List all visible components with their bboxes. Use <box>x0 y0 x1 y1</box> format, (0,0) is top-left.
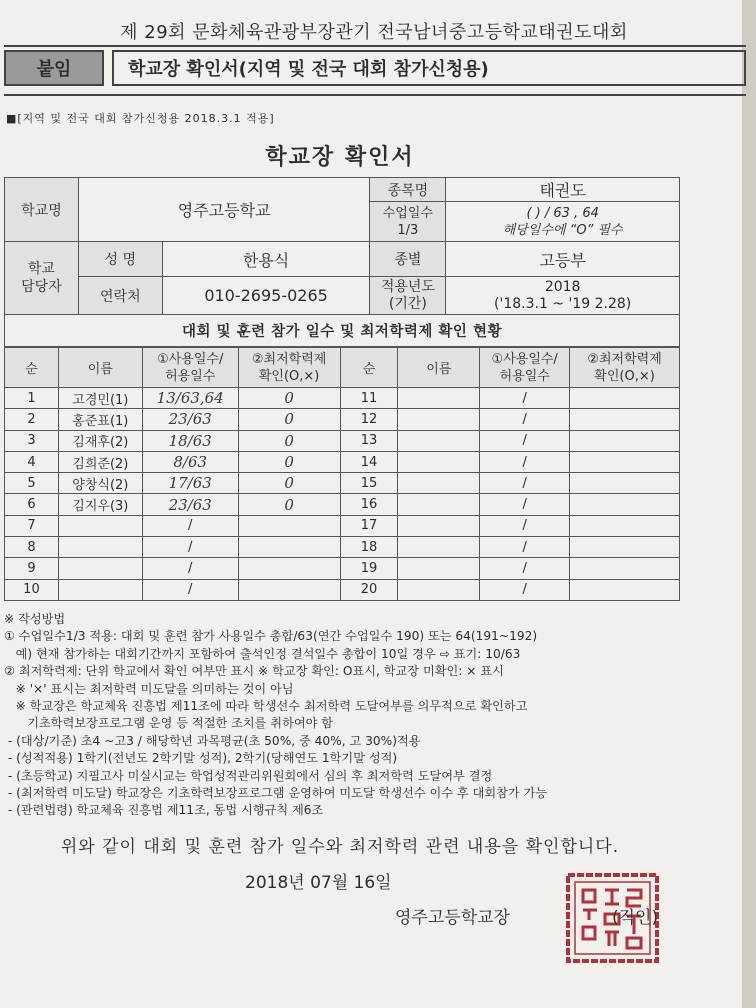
row-check <box>570 473 680 494</box>
row-days: / <box>480 430 570 451</box>
row-no: 19 <box>340 558 398 579</box>
table-row <box>5 409 680 430</box>
division-value: 고등부 <box>446 242 680 277</box>
event-label: 종목명 <box>370 178 446 202</box>
instruction-line: 예) 현재 참가하는 대회기간까지 포함하여 출석인정 결석일수 총합이 10일 경우 ⇨ 표기: 10/63 <box>4 646 521 661</box>
col-days-left <box>142 348 238 388</box>
row-no: 4 <box>5 451 59 472</box>
days-value <box>446 202 680 242</box>
instruction-line: - (최저학력 미도달) 학교장은 기초학력보장프로그램 운영하여 미도달 학생선수 이수 후 대회참가 가능 <box>4 786 548 801</box>
section-title: 대회 및 훈련 참가 일수 및 최저학력제 확인 현황 <box>5 315 680 347</box>
attachment-tag: 붙임 <box>4 50 104 86</box>
col-days-line1: ①사용일수/ <box>157 351 224 367</box>
col-days-line2: 허용일수 <box>499 368 550 384</box>
row-days: / <box>480 388 570 409</box>
row-name: 고경민(1) <box>58 388 142 409</box>
row-name <box>398 409 480 430</box>
days-label-line2: 1/3 <box>397 222 419 238</box>
instruction-line: ② 최저학력제: 단위 학교에서 확인 여부만 표시 ※ 학교장 확인: O표시, 학교장 미확인: × 표시 <box>4 664 504 679</box>
row-check: 0 <box>238 430 340 451</box>
confirmation-statement: 위와 같이 대회 및 훈련 참가 일수와 최저학력 관련 내용을 확인합니다. <box>60 837 620 857</box>
row-no: 7 <box>5 515 59 536</box>
row-no: 14 <box>340 451 398 472</box>
row-name: 홍준표(1) <box>58 409 142 430</box>
col-check-line2: 확인(O,×) <box>258 368 320 384</box>
table-row <box>5 494 680 515</box>
instruction-line: - (성적적용) 1학기(전년도 2학기말 성적), 2학기(당해연도 1학기말 성적) <box>4 751 398 766</box>
table-row <box>5 473 680 494</box>
row-no: 10 <box>5 579 59 600</box>
contact-label: 연락처 <box>78 277 162 315</box>
row-check <box>238 537 340 558</box>
row-no: 8 <box>5 537 59 558</box>
row-check <box>570 451 680 472</box>
row-no: 3 <box>5 430 59 451</box>
event-value: 태권도 <box>446 178 680 202</box>
instruction-line: - (초등학교) 지필고사 미실시교는 학업성적관리위원회에서 심의 후 최저학력 도달여부 결정 <box>4 768 493 783</box>
days-value-line1: ( ) / 63 , 64 <box>526 205 599 221</box>
row-check <box>570 494 680 515</box>
days-value-line2: 해당일수에 “O” 필수 <box>502 222 623 238</box>
row-no: 17 <box>340 515 398 536</box>
row-days: 23/63 <box>142 494 238 515</box>
row-days: 8/63 <box>142 451 238 472</box>
col-check-line1: ②최저학력제 <box>587 351 662 367</box>
row-name: 김재후(2) <box>58 430 142 451</box>
days-label <box>370 202 446 242</box>
table-row <box>5 537 680 558</box>
participation-table <box>4 347 680 601</box>
row-no: 2 <box>5 409 59 430</box>
year-label <box>370 277 446 315</box>
row-name <box>398 473 480 494</box>
contact-value: 010-2695-0265 <box>162 277 370 315</box>
row-days: / <box>480 558 570 579</box>
row-no: 6 <box>5 494 59 515</box>
year-label-line1: 적용년도 <box>380 278 435 295</box>
row-no: 12 <box>340 409 398 430</box>
row-days: / <box>480 579 570 600</box>
school-label: 학교명 <box>5 178 79 242</box>
row-name: 김지우(3) <box>58 494 142 515</box>
col-check-line2: 확인(O,×) <box>594 368 655 384</box>
row-name <box>58 558 142 579</box>
teacher-label-line2: 담당자 <box>21 279 62 295</box>
instruction-line: - (대상/기준) 초4 ~고3 / 해당학년 과목평균(초 50%, 중 40%, 고 30%)적용 <box>4 733 421 748</box>
table-row <box>5 430 680 451</box>
row-check <box>570 579 680 600</box>
applicable-note: ■[지역 및 전국 대회 참가신청용 2018.3.1 적용] <box>6 112 275 125</box>
row-name <box>58 537 142 558</box>
row-name <box>398 579 480 600</box>
row-no: 15 <box>340 473 398 494</box>
col-no-left: 순 <box>5 348 59 388</box>
col-no-right: 순 <box>340 348 398 388</box>
row-check <box>570 388 680 409</box>
division-label: 종별 <box>370 242 446 277</box>
row-check <box>570 515 680 536</box>
instruction-line: ① 수업일수1/3 적용: 대회 및 훈련 참가 사용일수 총합/63(연간 수업일수 190) 또는 64(191~192) <box>4 629 538 644</box>
row-check: 0 <box>238 451 340 472</box>
seal-label: (직인) <box>612 908 659 928</box>
instruction-line: - (관련법령) 학교체육 진흥법 제11조, 동법 시행규칙 제6조 <box>4 803 324 818</box>
row-days: / <box>142 537 238 558</box>
teacher-label <box>5 242 79 315</box>
row-check: 0 <box>238 388 340 409</box>
col-check-left <box>238 348 340 388</box>
year-label-line2: (기간) <box>388 295 427 312</box>
row-no: 16 <box>340 494 398 515</box>
instruction-line: ※ 작성방법 <box>4 612 66 626</box>
principal-signature: 영주고등학교장 <box>395 908 510 928</box>
col-days-line1: ①사용일수/ <box>491 351 558 367</box>
row-name: 양창식(2) <box>58 473 142 494</box>
row-check <box>238 579 340 600</box>
row-days: / <box>480 537 570 558</box>
row-days: 18/63 <box>142 430 238 451</box>
instruction-line: ※ '×' 표시는 최저학력 미도달을 의미하는 것이 아님 <box>4 681 294 696</box>
instruction-line: ※ 학교장은 학교체육 진흥법 제11조에 따라 학생선수 최저학력 도달여부를 의무적으로 확인하고 <box>4 699 528 714</box>
name-value: 한용식 <box>162 242 370 277</box>
row-no: 11 <box>340 388 398 409</box>
table-row <box>5 579 680 600</box>
table-row <box>5 388 680 409</box>
row-days: / <box>142 579 238 600</box>
title-rule <box>4 94 746 96</box>
row-check <box>238 515 340 536</box>
row-no: 5 <box>5 473 59 494</box>
form-title-box: 학교장 확인서(지역 및 전국 대회 참가신청용) <box>112 50 746 86</box>
desk-edge <box>742 0 756 1008</box>
row-days: / <box>480 451 570 472</box>
row-days: 17/63 <box>142 473 238 494</box>
header-rule <box>4 45 746 47</box>
row-days: / <box>480 515 570 536</box>
teacher-label-line1: 학교 <box>27 261 55 277</box>
school-value: 영주고등학교 <box>78 178 370 242</box>
row-days: / <box>142 515 238 536</box>
row-name <box>398 430 480 451</box>
instructions <box>4 611 744 820</box>
table-row <box>5 558 680 579</box>
col-name-right: 이름 <box>398 348 480 388</box>
year-value-line2: ('18.3.1 ~ '19 2.28) <box>494 295 632 312</box>
document-title: 학교장 확인서 <box>265 145 415 170</box>
table-row <box>5 451 680 472</box>
row-days: / <box>480 494 570 515</box>
row-check: 0 <box>238 473 340 494</box>
row-days: / <box>142 558 238 579</box>
row-check <box>570 409 680 430</box>
year-value-line1: 2018 <box>544 278 581 295</box>
row-check <box>570 537 680 558</box>
days-label-line1: 수업일수 <box>382 205 433 221</box>
row-no: 1 <box>5 388 59 409</box>
info-table <box>4 177 680 347</box>
year-value <box>446 277 680 315</box>
row-check <box>570 558 680 579</box>
row-no: 9 <box>5 558 59 579</box>
row-name: 김희준(2) <box>58 451 142 472</box>
col-check-line1: ②최저학력제 <box>251 351 327 367</box>
row-days: 23/63 <box>142 409 238 430</box>
col-days-right <box>480 348 570 388</box>
row-check: 0 <box>238 409 340 430</box>
row-days: / <box>480 473 570 494</box>
col-check-right <box>570 348 680 388</box>
row-name <box>58 515 142 536</box>
col-days-line2: 허용일수 <box>165 368 216 384</box>
row-name <box>398 494 480 515</box>
row-name <box>58 579 142 600</box>
row-no: 18 <box>340 537 398 558</box>
row-name <box>398 558 480 579</box>
row-check <box>570 430 680 451</box>
competition-header: 제 29회 문화체육관광부장관기 전국남녀중고등학교태권도대회 <box>120 22 628 43</box>
row-name <box>398 388 480 409</box>
row-name <box>398 537 480 558</box>
col-name-left: 이름 <box>58 348 142 388</box>
table-row <box>5 515 680 536</box>
row-check <box>238 558 340 579</box>
row-name <box>398 451 480 472</box>
row-no: 20 <box>340 579 398 600</box>
name-label: 성 명 <box>78 242 162 277</box>
row-name <box>398 515 480 536</box>
row-no: 13 <box>340 430 398 451</box>
issue-date: 2018년 07월 16일 <box>245 873 392 893</box>
instruction-line: 기초학력보장프로그램 운영 등 적절한 조치를 취하여야 함 <box>4 716 334 731</box>
row-check: 0 <box>238 494 340 515</box>
row-days: 13/63,64 <box>142 388 238 409</box>
row-days: / <box>480 409 570 430</box>
